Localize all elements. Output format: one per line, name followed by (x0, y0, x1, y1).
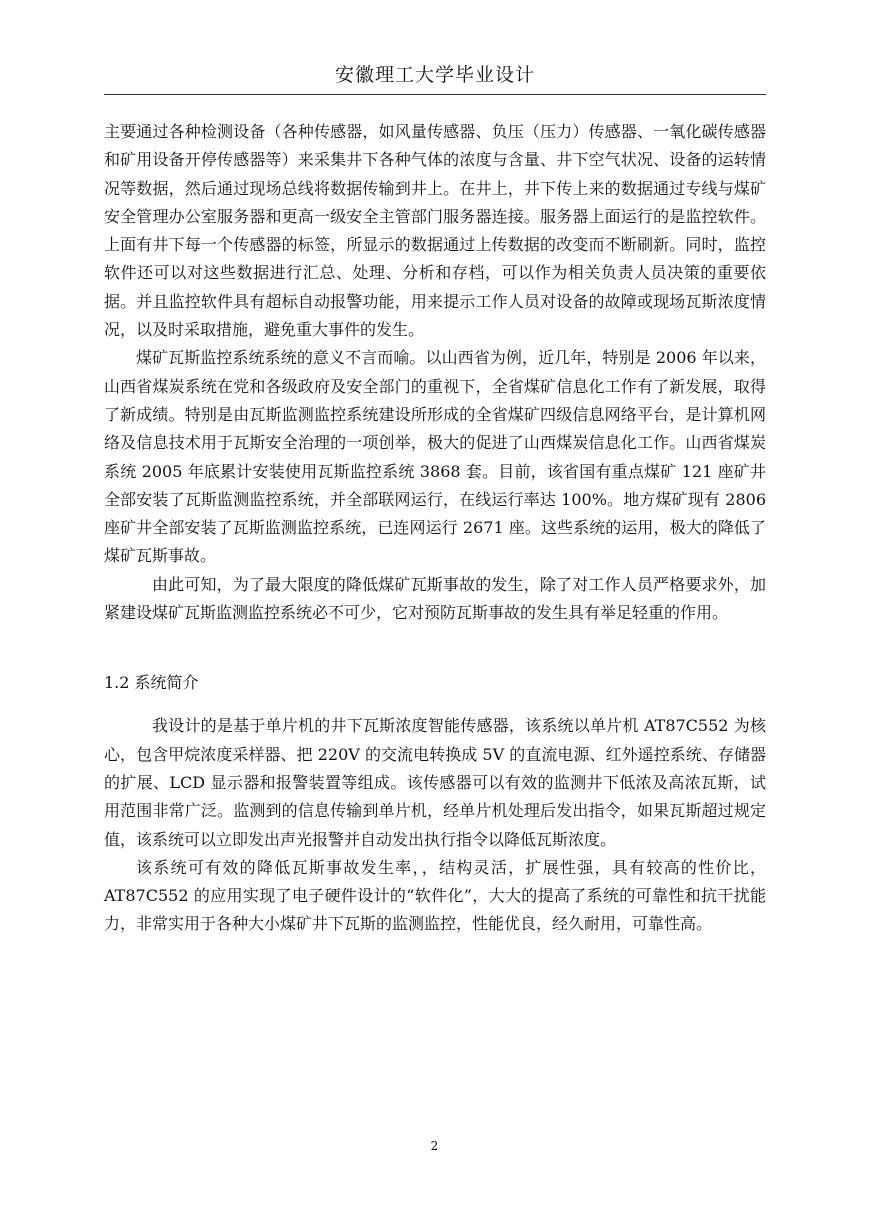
section-heading: 1.2 系统简介 (104, 673, 199, 693)
page-number: 2 (430, 1139, 439, 1153)
spacer (104, 697, 766, 712)
paragraph-conclusion: 由此可知，为了最大限度的降低煤矿瓦斯事故的发生，除了对工作人员严格要求外，加紧建设煤矿瓦斯监测监控系统必不可少，它对预防瓦斯事故的发生具有举足轻重的作用。 (104, 574, 766, 623)
paragraph-system-design: 我设计的是基于单片机的井下瓦斯浓度智能传感器，该系统以单片机 AT87C552 为核心，包含甲烷浓度采样器、把 220V 的交流电转换成 5V 的直流电源、红外遥控系统、存储器的扩展、LCD 显示器和报警装置等组成。该传感器可以有效的监测井下低浓及高浓瓦斯，试用范围非常广泛。监测到的信息传输到单片机，经单片机处理后发出指令，如果瓦斯超过规定值，该系统可以立即发出声光报警并自动发出执行指令以降低瓦斯浓度。 (104, 716, 766, 849)
spacer (104, 627, 766, 669)
document-body (104, 118, 766, 939)
paragraph-significance: 煤矿瓦斯监控系统系统的意义不言而喻。以山西省为例，近几年，特别是 2006 年以来，山西省煤炭系统在党和各级政府及安全部门的重视下，全省煤矿信息化工作有了新发展，取得了新成绩。特别是由瓦斯监测监控系统建设所形成的全省煤矿四级信息网络平台，是计算机网络及信息技术用于瓦斯安全治理的一项创举，极大的促进了山西煤炭信息化工作。山西省煤炭系统 2005 年底累计安装使用瓦斯监控系统 3868 套。目前，该省国有重点煤矿 121 座矿井全部安装了瓦斯监测监控系统，并全部联网运行，在线运行率达 100%。地方煤矿现有 2806 座矿井全部安装了瓦斯监测监控系统，已连网运行 2671 座。这些系统的运用，极大的降低了煤矿瓦斯事故。 (104, 348, 766, 566)
paragraph-system-benefits: 该系统可有效的降低瓦斯事故发生率，，结构灵活，扩展性强，具有较高的性价比，AT87C552 的应用实现了电子硬件设计的“软件化”，大大的提高了系统的可靠性和抗干扰能力，非常实用于各种大小煤矿井下瓦斯的监测监控，性能优良，经久耐用，可靠性高。 (104, 857, 766, 934)
paragraph-continuation: 主要通过各种检测设备（各种传感器，如风量传感器、负压（压力）传感器、一氧化碳传感器和矿用设备开停传感器等）来采集井下各种气体的浓度与含量、井下空气状况、设备的运转情况等数据，然后通过现场总线将数据传输到井上。在井上，井下传上来的数据通过专线与煤矿安全管理办公室服务器和更高一级安全主管部门服务器连接。服务器上面运行的是监控软件。上面有井下每一个传感器的标签，所显示的数据通过上传数据的改变而不断刷新。同时，监控软件还可以对这些数据进行汇总、处理、分析和存档，可以作为相关负责人员决策的重要依据。并且监控软件具有超标自动报警功能，用来提示工作人员对设备的故障或现场瓦斯浓度情况，以及时采取措施，避免重大事件的发生。 (104, 122, 766, 340)
page-header: 安徽理工大学毕业设计 (104, 60, 766, 95)
